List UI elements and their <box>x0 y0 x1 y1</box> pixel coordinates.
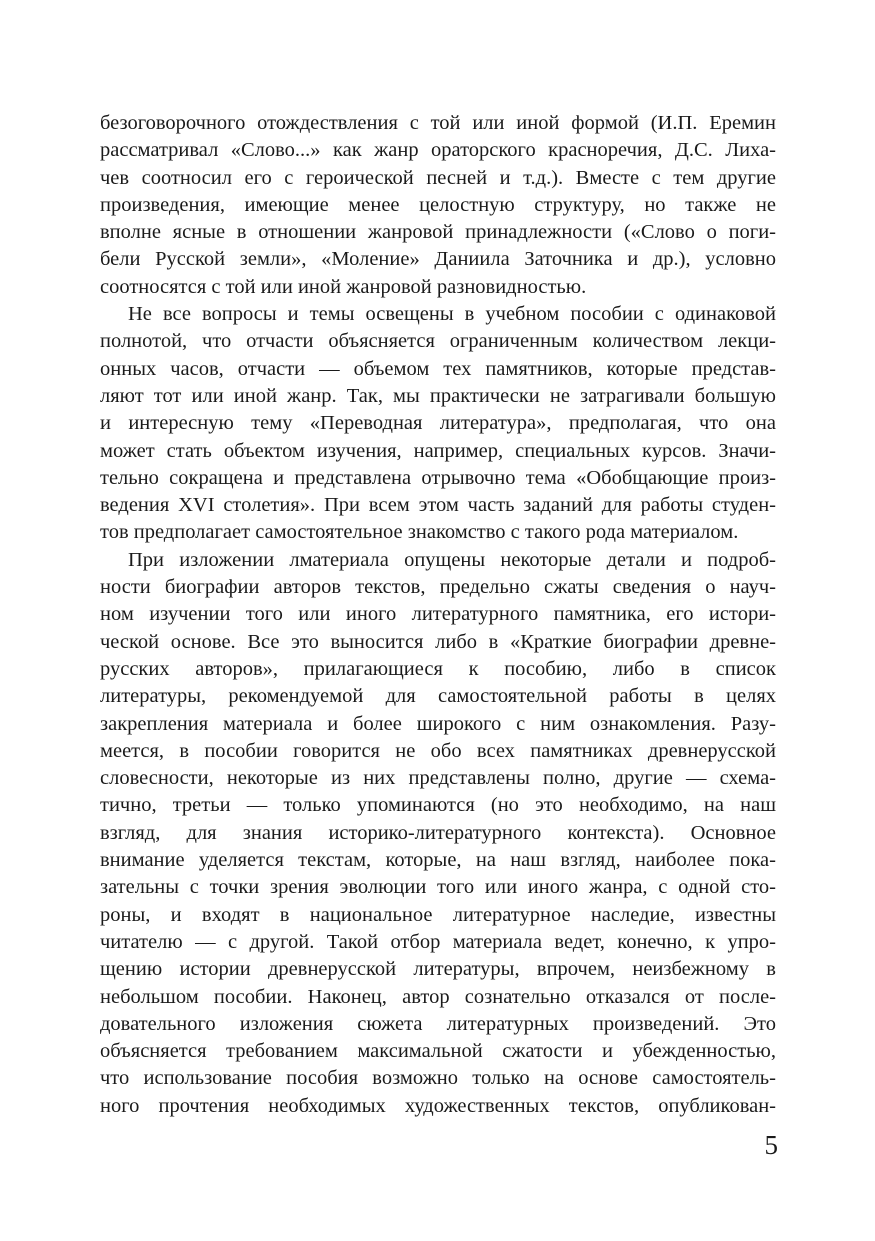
text-line: онных часов, отчасти — объемом тех памятников, которые представ- <box>100 357 776 380</box>
text-line: взгляд, для знания историко-литературного контекста). Основное <box>100 821 776 844</box>
text-line: щению истории древнерусской литературы, впрочем, неизбежному в <box>100 958 776 981</box>
text-line: читателю — с другой. Такой отбор материала ведет, конечно, к упро- <box>100 930 776 953</box>
text-line: тов предполагает самостоятельное знакомство с такого рода материалом. <box>100 521 739 544</box>
text-line: довательного изложения сюжета литературных произведений. Это <box>100 1012 776 1035</box>
paragraph <box>100 547 776 1120</box>
text-line: зательны с точки зрения эволюции того или иного жанра, с одной сто- <box>100 876 776 899</box>
text-line: безоговорочного отождествления с той или иной формой (И.П. Еремин <box>100 112 776 134</box>
text-line: тельно сокращена и представлена отрывочно тема «Обобщающие произ- <box>100 466 776 489</box>
page-body <box>100 110 776 1120</box>
text-line: ляют тот или иной жанр. Так, мы практически не затрагивали большую <box>100 384 776 407</box>
text-line: что использование пособия возможно только на основе самостоятель- <box>100 1067 776 1090</box>
text-line: Не все вопросы и темы освещены в учебном пособии с одинаковой <box>128 303 776 326</box>
text-line: может стать объектом изучения, например, специальных курсов. Значи- <box>100 439 776 462</box>
text-line: закрепления материала и более широкого с ним ознакомления. Разу- <box>100 712 776 735</box>
text-line: ного прочтения необходимых художественных текстов, опубликован- <box>100 1094 776 1117</box>
text-line: ном изучении того или иного литературного памятника, его истори- <box>100 603 776 626</box>
text-line: ческой основе. Все это выносится либо в «Краткие биографии древне- <box>100 630 776 653</box>
text-line: бели Русской земли», «Моление» Даниила Заточника и др.), условно <box>100 248 776 271</box>
text-line: вполне ясные в отношении жанровой принадлежности («Слово о поги- <box>100 221 776 244</box>
text-line: объясняется требованием максимальной сжатости и убежденностью, <box>100 1040 776 1063</box>
text-line: ности биографии авторов текстов, предельно сжаты сведения о науч- <box>100 576 776 599</box>
text-line: словесности, некоторые из них представлены полно, другие — схема- <box>100 767 776 790</box>
text-line: соотносятся с той или иной жанровой разновидностью. <box>100 275 587 298</box>
text-line: чев соотносил его с героической песней и т.д.). Вместе с тем другие <box>100 166 776 189</box>
text-line: и интересную тему «Переводная литература», предполагая, что она <box>100 412 776 435</box>
text-line: меется, в пособии говорится не обо всех памятниках древнерусской <box>100 739 776 762</box>
paragraph <box>100 301 776 547</box>
text-line: роны, и входят в национальное литературное наследие, известны <box>100 903 776 926</box>
text-line: ведения XVI столетия». При всем этом часть заданий для работы студен- <box>100 494 776 517</box>
text-line: тично, третьи — только упоминаются (но это необходимо, на наш <box>100 794 776 817</box>
text-line: внимание уделяется текстам, которые, на наш взгляд, наиболее пока- <box>100 849 776 872</box>
text-line: небольшом пособии. Наконец, автор сознательно отказался от после- <box>100 985 776 1008</box>
text-line: рассматривал «Слово...» как жанр ораторского красноречия, Д.С. Лиха- <box>100 139 776 162</box>
text-line: русских авторов», прилагающиеся к пособию, либо в список <box>100 657 776 680</box>
paragraph <box>100 110 776 301</box>
page-number: 5 <box>764 1130 778 1160</box>
text-line: литературы, рекомендуемой для самостоятельной работы в целях <box>100 685 776 708</box>
text-line: При изложении лматериала опущены некоторые детали и подроб- <box>128 548 776 571</box>
text-line: полнотой, что отчасти объясняется ограниченным количеством лекци- <box>100 330 776 353</box>
text-line: произведения, имеющие менее целостную структуру, но также не <box>100 193 776 216</box>
